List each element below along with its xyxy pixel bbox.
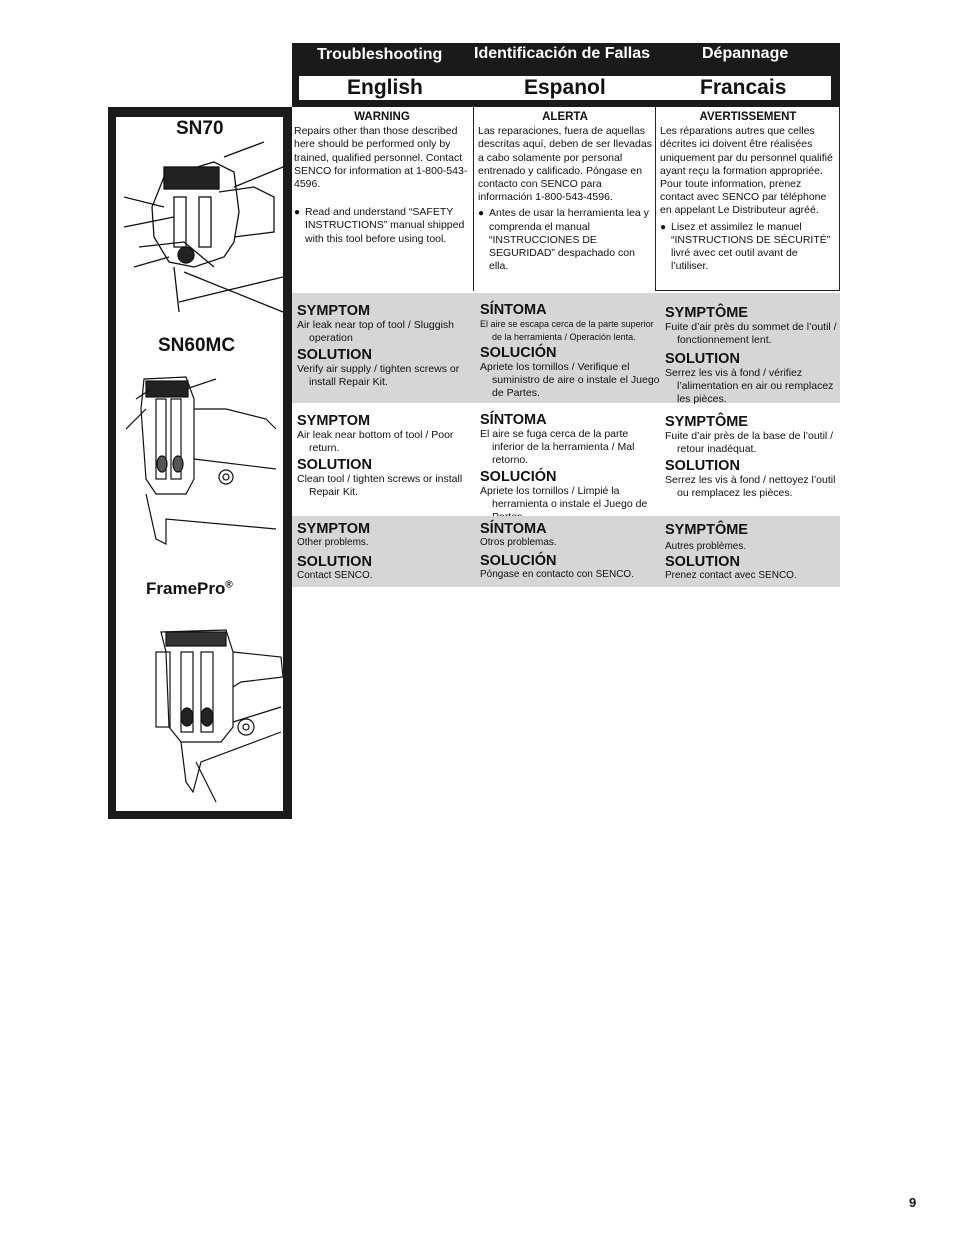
row2-es-solution-label: SOLUCIÓN: [480, 469, 557, 485]
row2-es: [480, 412, 662, 524]
row1-fr-symptom: Fuite d’air près du sommet de l’outil / fonctionnement lent.: [665, 321, 837, 346]
row1-en-symptom-label: SYMPTOM: [297, 303, 371, 319]
row1-es-symptom-label: SÍNTOMA: [480, 302, 547, 318]
divider-2: [655, 107, 656, 291]
lang-espanol: Espanol: [524, 76, 606, 99]
sn60mc-illustration: [126, 369, 276, 549]
row3-fr-solution-label: SOLUTION: [665, 554, 740, 570]
row1-en-solution-label: SOLUTION: [297, 347, 372, 363]
row1-en-symptom: Air leak near top of tool / Sluggish operation: [297, 319, 455, 344]
row1-es-symptom: El aire se escapa cerca de la parte superior de la herramienta / Operación lenta.: [480, 319, 654, 342]
model-framepro: [146, 579, 233, 599]
warning-en-title: WARNING: [354, 111, 410, 123]
warning-es-body: Las reparaciones, fuera de aquellas descritas aquí, deben de ser llevadas a cabo solamente por personal entrenado y calificado. Póngase en contacto con SENCO para información 1-800-543-4596.: [478, 125, 652, 204]
lang-english: English: [347, 76, 423, 99]
row3-es-symptom: Otros problemas.: [480, 537, 557, 548]
row1-es: [480, 302, 660, 400]
sn70-illustration: [124, 137, 283, 317]
row3-en-symptom: Other problems.: [297, 537, 369, 548]
row2-en-symptom-label: SYMPTOM: [297, 413, 371, 429]
row1-es-solution-label: SOLUCIÓN: [480, 345, 557, 361]
header-identificacion: Identificación de Fallas: [474, 45, 651, 62]
bullet-dot: ●: [294, 207, 301, 219]
warning-fr: [658, 107, 838, 291]
model-sn70: SN70: [176, 118, 224, 139]
row3-fr-symptom: Autres problèmes.: [665, 541, 747, 552]
framepro-name: FramePro: [146, 579, 226, 598]
warning-en-bullet-text: Read and understand “SAFETY INSTRUCTIONS” manual shipped with this tool before using tool.: [305, 206, 465, 245]
row1-fr-solution: Serrez les vis à fond / vérifiez l’alimentation en air ou remplacez les pièces.: [665, 367, 834, 405]
warning-es-title: ALERTA: [542, 111, 588, 123]
language-row: [299, 76, 831, 100]
warning-es-bullet-text: Antes de usar la herramienta lea y comprenda el manual “INSTRUCCIONES DE SEGURIDAD” despachado con ella.: [489, 207, 649, 273]
model-panel-inner: [116, 117, 283, 811]
row3-es-solution-label: SOLUCIÓN: [480, 553, 557, 569]
row1-fr-symptom-label: SYMPTÔME: [665, 305, 748, 321]
row2-es-symptom: El aire se fuga cerca de la parte inferior de la herramienta / Mal retorno.: [480, 428, 635, 466]
row3-en-solution: Contact SENCO.: [297, 570, 373, 581]
bullet-dot: ●: [660, 221, 667, 233]
model-sn60mc: SN60MC: [158, 335, 236, 356]
row3-fr: [665, 522, 840, 581]
row2-fr-symptom: Fuite d’air près de la base de l’outil / retour inadéquat.: [665, 430, 834, 455]
lang-francais: Francais: [700, 76, 787, 99]
warning-en-body: Repairs other than those described here should be performed only by trained, qualified personnel. Contact SENCO for information at 1-800-543-4596.: [294, 125, 468, 191]
row2-en-solution: Clean tool / tighten screws or install Repair Kit.: [297, 473, 463, 498]
row2-en: [297, 413, 469, 499]
row1-en: [297, 303, 469, 389]
row2-fr-solution-label: SOLUTION: [665, 458, 740, 474]
header-troubleshooting: Troubleshooting: [317, 46, 443, 63]
registered-mark: ®: [225, 579, 233, 591]
row2-fr-symptom-label: SYMPTÔME: [665, 414, 748, 430]
row3-es-solution: Póngase en contacto con SENCO.: [480, 569, 634, 580]
divider-1: [473, 107, 474, 291]
row2-es-solution: Apriete los tornillos / Limpié la herramienta o instale el Juego de: [480, 485, 648, 510]
header-depannage: Dépannage: [702, 45, 789, 62]
row3-en-solution-label: SOLUTION: [297, 554, 372, 570]
row3-en: [297, 521, 469, 581]
row1-en-solution: Verify air supply / tighten screws or install Repair Kit.: [297, 363, 460, 388]
warning-es-bullet: [476, 207, 654, 273]
row1-fr: [665, 305, 840, 406]
row2-en-symptom: Air leak near bottom of tool / Poor return.: [297, 429, 454, 454]
warning-en: [292, 107, 472, 291]
page-number: 9: [909, 1195, 917, 1210]
row3-es: [480, 521, 660, 580]
divider-3: [839, 107, 840, 291]
framepro-illustration: [141, 612, 283, 807]
row2-fr: [665, 414, 840, 500]
bullet-dot: ●: [478, 208, 485, 220]
warning-fr-body: Les réparations autres que celles décrites ici doivent être réalisées uniquement par du personnel qualifié ayant reçu la formation appropriée. Pour toute information, prenez contact avec SENCO par téléphone en appelant Le Distributeur agréé.: [660, 125, 833, 217]
warning-es: [476, 107, 654, 291]
row3-fr-solution: Prenez contact avec SENCO.: [665, 570, 797, 581]
model-panel: [108, 107, 292, 819]
row3-es-symptom-label: SÍNTOMA: [480, 521, 547, 537]
row2-es-symptom-label: SÍNTOMA: [480, 412, 547, 428]
warning-fr-bullet-text: Lisez et assimilez le manuel “INSTRUCTIONS DE SÉCURITÉ” livré avec cet outil avant de l’utiliser.: [671, 220, 831, 273]
warning-en-bullet: [292, 206, 472, 246]
row2-fr-solution: Serrez les vis à fond / nettoyez l’outil ou remplacez les pièces.: [665, 474, 836, 499]
row1-fr-solution-label: SOLUTION: [665, 351, 740, 367]
header-band: [292, 43, 840, 107]
row3-en-symptom-label: SYMPTOM: [297, 521, 371, 537]
row2-en-solution-label: SOLUTION: [297, 457, 372, 473]
warning-fr-bullet: [658, 221, 838, 274]
row3-fr-symptom-label: SYMPTÔME: [665, 522, 748, 538]
warning-fr-title: AVERTISSEMENT: [699, 111, 797, 123]
row1-es-solution: Apriete los tornillos / Verifique el suministro de aire o instale el Juego de Partes.: [480, 361, 660, 399]
